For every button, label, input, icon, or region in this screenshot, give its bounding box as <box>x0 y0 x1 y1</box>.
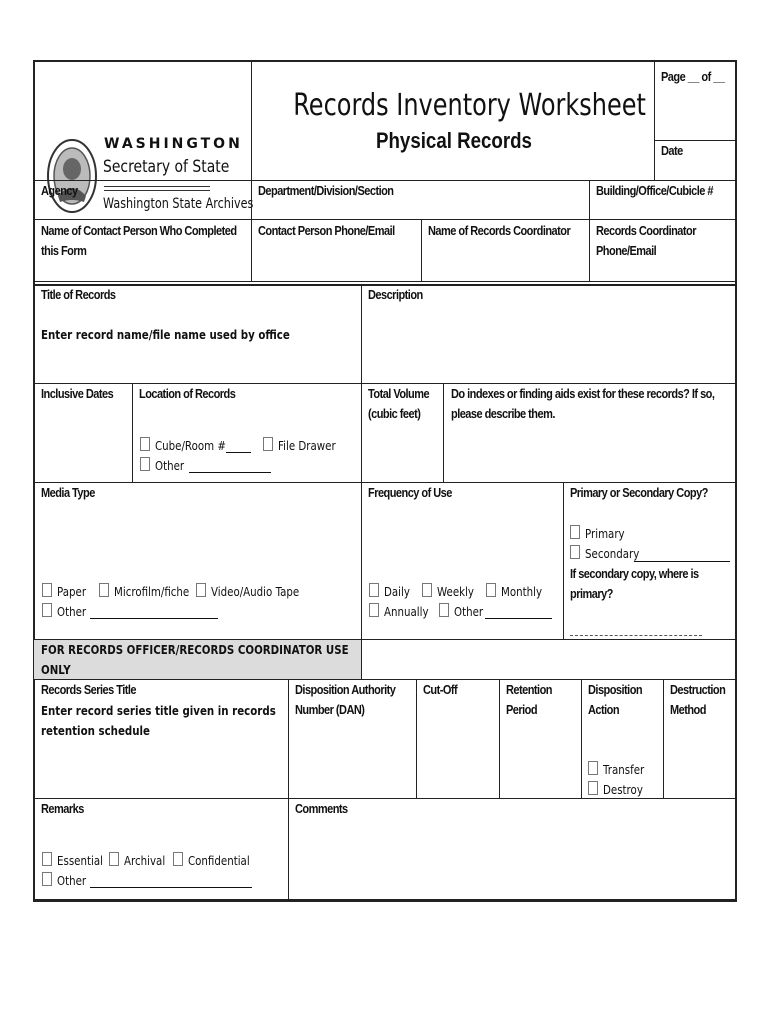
frequency-label: Frequency of Use <box>368 486 452 500</box>
destruction-label-2: Method <box>670 703 706 717</box>
annually-checkbox[interactable] <box>369 603 379 617</box>
inclusive-dates-label: Inclusive Dates <box>41 387 114 401</box>
department-label: Department/Division/Section <box>258 184 394 198</box>
archival-checkbox[interactable] <box>109 852 119 866</box>
primary-label: Primary <box>585 526 625 541</box>
indexes-label: Do indexes or finding aids exist for these records? If so, <box>451 387 715 401</box>
secondary-checkbox[interactable] <box>570 545 580 559</box>
page-label: Page __ of __ <box>661 70 725 84</box>
frequency-other-line[interactable] <box>485 618 552 619</box>
location-other-line[interactable] <box>189 472 271 473</box>
secondary-where-label: If secondary copy, where is <box>570 567 699 581</box>
retention-label: Retention <box>506 683 552 697</box>
transfer-checkbox[interactable] <box>588 761 598 775</box>
secondary-label: Secondary <box>585 546 640 561</box>
secondary-line <box>634 561 730 562</box>
description-label: Description <box>368 288 423 302</box>
comments-label: Comments <box>295 802 348 816</box>
weekly-checkbox[interactable] <box>422 583 432 597</box>
media-other-checkbox[interactable] <box>42 603 52 617</box>
remarks-other-line[interactable] <box>90 887 252 888</box>
contact-name-label: Name of Contact Person Who Completed <box>41 224 237 238</box>
dan-label: Disposition Authority <box>295 683 396 697</box>
microfilm-label: Microfilm/fiche <box>114 584 190 599</box>
annually-label: Annually <box>384 604 429 619</box>
location-other-label: Other <box>155 458 185 473</box>
coordinator-phone-label: Records Coordinator <box>596 224 696 238</box>
total-volume-label: Total Volume <box>368 387 430 401</box>
date-label: Date <box>661 144 683 158</box>
cube-room-label: Cube/Room # <box>155 438 226 453</box>
weekly-label: Weekly <box>437 584 475 599</box>
series-title-hint: Enter record series title given in records <box>41 703 276 718</box>
frequency-other-checkbox[interactable] <box>439 603 449 617</box>
building-label: Building/Office/Cubicle # <box>596 184 713 198</box>
remarks-other-checkbox[interactable] <box>42 872 52 886</box>
file-drawer-label: File Drawer <box>278 438 336 453</box>
paper-label: Paper <box>57 584 87 599</box>
primary-secondary-label: Primary or Secondary Copy? <box>570 486 708 500</box>
officer-heading: FOR RECORDS OFFICER/RECORDS COORDINATOR USE <box>41 642 349 657</box>
paper-checkbox[interactable] <box>42 583 52 597</box>
essential-label: Essential <box>57 853 103 868</box>
frequency-other-label: Other <box>454 604 484 619</box>
monthly-label: Monthly <box>501 584 543 599</box>
agency-label: Agency <box>41 184 78 198</box>
transfer-label: Transfer <box>603 762 645 777</box>
coordinator-name-label: Name of Records Coordinator <box>428 224 571 238</box>
coordinator-phone-label-2: Phone/Email <box>596 244 657 258</box>
video-label: Video/Audio Tape <box>211 584 300 599</box>
total-volume-label-2: (cubic feet) <box>368 407 421 421</box>
destroy-checkbox[interactable] <box>588 781 598 795</box>
org-name: WASHINGTON <box>104 136 243 152</box>
remarks-other-label: Other <box>57 873 87 888</box>
officer-heading-2: ONLY <box>41 662 71 677</box>
media-other-label: Other <box>57 604 87 619</box>
comments-cell[interactable] <box>288 798 736 900</box>
remarks-label: Remarks <box>41 802 84 816</box>
title-of-records-label: Title of Records <box>41 288 116 302</box>
form-title: Records Inventory Worksheet <box>293 88 646 123</box>
series-title-label: Records Series Title <box>41 683 137 697</box>
daily-label: Daily <box>384 584 410 599</box>
officer-blank-cell <box>361 639 736 680</box>
series-title-hint-2: retention schedule <box>41 723 151 738</box>
org-sub: Secretary of State <box>103 157 230 177</box>
primary-checkbox[interactable] <box>570 525 580 539</box>
confidential-label: Confidential <box>188 853 250 868</box>
cube-room-checkbox[interactable] <box>140 437 150 451</box>
file-drawer-checkbox[interactable] <box>263 437 273 451</box>
disposition-label-2: Action <box>588 703 620 717</box>
essential-checkbox[interactable] <box>42 852 52 866</box>
secondary-where-label-2: primary? <box>570 587 613 601</box>
confidential-checkbox[interactable] <box>173 852 183 866</box>
form-subtitle: Physical Records <box>376 128 532 153</box>
cutoff-label: Cut-Off <box>423 683 458 697</box>
location-label: Location of Records <box>139 387 236 401</box>
monthly-checkbox[interactable] <box>486 583 496 597</box>
destroy-label: Destroy <box>603 782 643 797</box>
contact-phone-label: Contact Person Phone/Email <box>258 224 395 238</box>
archival-label: Archival <box>124 853 166 868</box>
video-checkbox[interactable] <box>196 583 206 597</box>
title-of-records-hint: Enter record name/file name used by office <box>41 327 290 342</box>
archives-name: Washington State Archives <box>103 196 254 212</box>
media-other-line[interactable] <box>90 618 218 619</box>
disposition-label: Disposition <box>588 683 643 697</box>
daily-checkbox[interactable] <box>369 583 379 597</box>
dan-label-2: Number (DAN) <box>295 703 365 717</box>
destruction-label: Destruction <box>670 683 726 697</box>
contact-name-label-2: this Form <box>41 244 87 258</box>
cube-room-line[interactable] <box>226 452 251 453</box>
microfilm-checkbox[interactable] <box>99 583 109 597</box>
retention-label-2: Period <box>506 703 538 717</box>
location-other-checkbox[interactable] <box>140 457 150 471</box>
primary-location-line[interactable] <box>570 635 702 636</box>
indexes-label-2: please describe them. <box>451 407 555 421</box>
media-type-label: Media Type <box>41 486 95 500</box>
